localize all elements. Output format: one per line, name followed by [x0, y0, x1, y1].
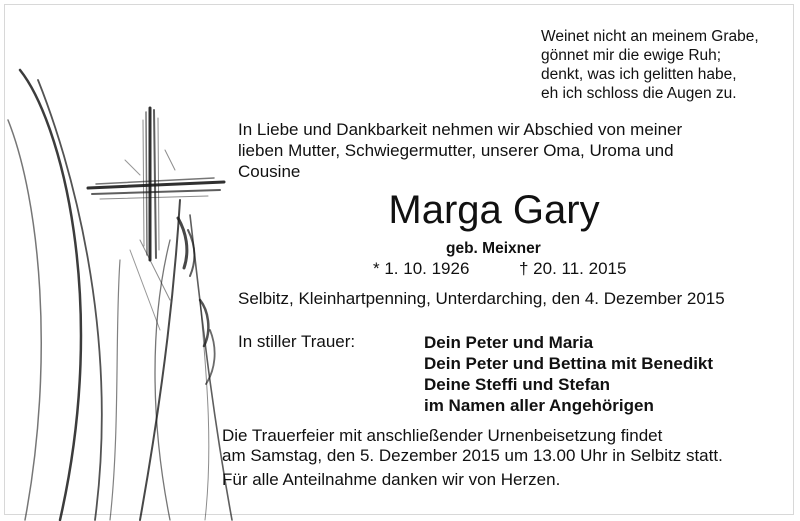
ceremony-line: Die Trauerfeier mit anschließender Urnenbeisetzung findet — [222, 426, 663, 445]
ceremony-line: am Samstag, den 5. Dezember 2015 um 13.00 Uhr in Selbitz statt. — [222, 446, 723, 465]
mourner-line: Deine Steffi und Stefan — [424, 375, 611, 394]
poem-line: Weinet nicht an meinem Grabe, — [541, 28, 759, 45]
death-date: † 20. 11. 2015 — [519, 259, 627, 278]
mourners-list — [424, 332, 713, 416]
intro-line: In Liebe und Dankbarkeit nehmen wir Abschied von meiner — [238, 120, 683, 139]
birth-name: geb. Meixner — [446, 240, 541, 257]
poem-line: gönnet mir die ewige Ruh; — [541, 47, 722, 64]
intro-line: lieben Mutter, Schwiegermutter, unserer Oma, Uroma und — [238, 141, 674, 160]
intro-text — [238, 119, 738, 182]
ceremony-info — [222, 426, 723, 466]
mourner-line: im Namen aller Angehörigen — [424, 396, 654, 415]
mourning-label: In stiller Trauer: — [238, 332, 356, 351]
poem-line: eh ich schloss die Augen zu. — [541, 85, 737, 102]
poem-line: denkt, was ich gelitten habe, — [541, 66, 737, 83]
poem — [541, 27, 759, 103]
mourner-line: Dein Peter und Bettina mit Benedikt — [424, 354, 714, 373]
deceased-name: Marga Gary — [388, 188, 600, 232]
place-and-date: Selbitz, Kleinhartpenning, Unterdarching, den 4. Dezember 2015 — [238, 289, 725, 308]
deceased-name-block — [0, 186, 800, 234]
thanks-text: Für alle Anteilnahme danken wir von Herzen. — [222, 470, 561, 489]
cross-and-grass-illustration — [0, 0, 260, 521]
mourner-line: Dein Peter und Maria — [424, 333, 594, 352]
birth-date: * 1. 10. 1926 — [373, 259, 470, 278]
intro-line: Cousine — [238, 162, 301, 181]
